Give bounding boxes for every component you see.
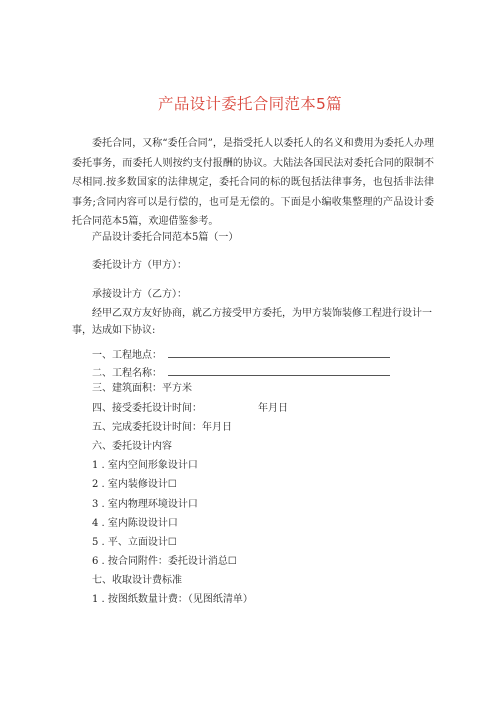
list-item: 4 . 室内陈设设计口	[92, 518, 178, 529]
party-b-label: 承接设计方（乙方）：	[92, 289, 187, 300]
item-commission-start-date: 年月日	[258, 403, 288, 414]
item-project-location	[92, 346, 390, 363]
agreement-paragraph: 经甲乙双方友好协商，就乙方接受甲方委托，为甲方装饰装修工程进行设计一事，达成如下协议:	[72, 308, 432, 336]
party-a-label: 委托设计方（甲方）：	[92, 260, 187, 271]
item-commission-start	[92, 402, 288, 416]
item-building-area: 三、建筑面积：平方米	[92, 383, 192, 394]
item-commission-end: 五、完成委托设计时间：年月日	[92, 422, 232, 433]
list-item: 2 . 室内装修设计☐	[92, 479, 177, 490]
list-item: 6 . 按合同附件：委托设计消总☐	[92, 556, 237, 567]
intro-paragraph: 委托合同，又称“委任合同”，是指受托人以委托人的名义和费用为委托人办理委托事务，而委托人则按约支付报酬的协议。大陆法各国民法对委托合同的限制不尽相同.按多数国家的法律规定，委托合同的标的既包括法律事务，也包括非法律事务;含同内容可以是行偿的，也可是无偿的。下面是小编收集整理的产品设计委托合同范本5篇，欢迎借鉴参考。	[72, 138, 434, 228]
item-project-location-label: 一、工程地点：	[92, 350, 162, 361]
blank-line	[168, 346, 390, 358]
item-design-content: 六、委托设计内容	[92, 441, 172, 452]
blank-line	[168, 364, 390, 376]
item-commission-start-label: 四、接受委托设计时间：	[92, 403, 202, 414]
section-heading: 产品设计委托合同范本5篇（一）	[92, 232, 239, 243]
item-project-name-label: 二、工程名称：	[92, 368, 162, 379]
item-project-name	[92, 364, 390, 381]
list-item: 1 . 室内空间形象设计口	[92, 460, 198, 471]
document-title: 产品设计委托合同范本5篇	[158, 95, 342, 113]
list-item: 1 . 按图纸数量计费：（见图纸清单）	[92, 594, 253, 605]
item-fee-standard: 七、收取设计费标准	[92, 575, 182, 586]
list-item: 5 . 平、立面设计☐	[92, 537, 177, 548]
list-item: 3 . 室内物理环境设计口	[92, 499, 198, 510]
